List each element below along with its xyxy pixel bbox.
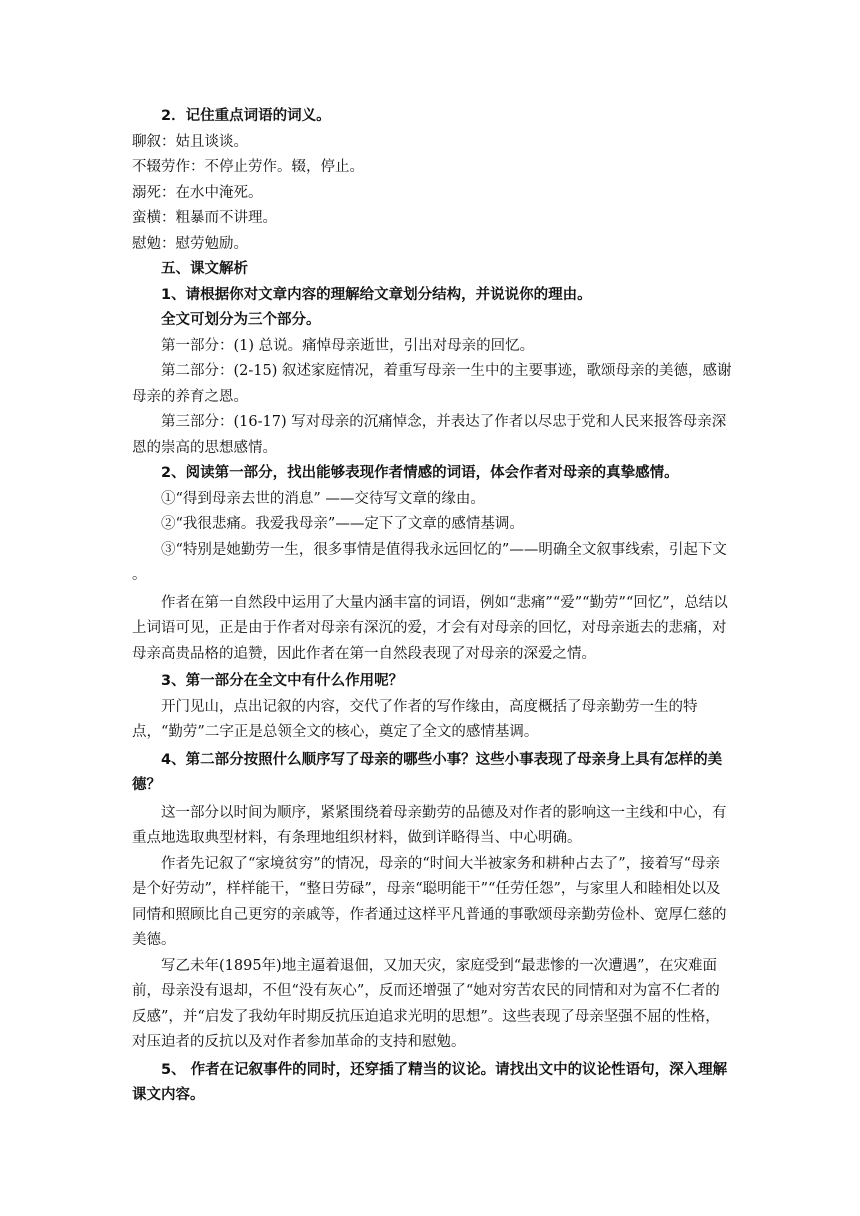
list-item: ②“我很悲痛。我爱我母亲”——定下了文章的感情基调。 [161,516,524,532]
paragraph: 这一部分以时间为顺序，紧紧围绕着母亲勤劳的品德及对作者的影响这一主线和中心，有重点地选取典型材料，有条理地组织材料，做到详略得当、中心明确。 [132,804,727,846]
paragraph: 第二部分：(2-15) 叙述家庭情况，着重写母亲一生中的主要事迹，歌颂母亲的美德，感谢母亲的养育之恩。 [132,363,732,405]
list-item: ③“特别是她勤劳一生，很多事情是值得我永远回忆的”——明确全文叙事线索，引起下文 。 [132,541,727,583]
paragraph: 作者先记叙了“家境贫穷”的情况，母亲的“时间大半被家务和耕种占去了”，接着写“母亲是个好劳动”，样样能干，“整日劳碌”，母亲“聪明能干”“任劳任怨”，与家里人和睦相处以及同情和照顾比自己更穷的亲戚等，作者通过这样平凡普通的事歌颂母亲勤劳俭朴、宽厚仁慈的美德。 [132,855,727,948]
vocab-item: 慰勉：慰劳勉励。 [132,235,248,252]
vocab-item: 不辍劳作：不停止劳作。辍，停止。 [132,159,364,175]
section-heading-vocabulary: 2．记住重点词语的词义。 [161,108,331,124]
answer-summary: 全文可划分为三个部分。 [161,312,321,328]
paragraph: 第一部分：(1) 总说。痛悼母亲逝世，引出对母亲的回忆。 [161,337,535,354]
question-2: 2、阅读第一部分，找出能够表现作者情感的词语，体会作者对母亲的真挚感情。 [161,465,679,481]
question-4: 4、第二部分按照什么顺序写了母亲的哪些小事？这些小事表现了母亲身上具有怎样的美德？ [132,751,723,793]
list-item: ①“得到母亲去世的消息” ——交待写文章的缘由。 [161,490,485,507]
vocab-item: 溺死：在水中淹死。 [132,184,263,201]
paragraph: 写乙未年(1895年)地主逼着退佃，又加天灾，家庭受到“最悲惨的一次遭遇”，在灾难面前，母亲没有退却，不但“没有灰心”，反而还增强了“她对穷苦农民的同情和对为富不仁者的反感”，并“启发了我幼年时期反抗压迫追求光明的思想”。这些表现了母亲坚强不屈的性格，对压迫者的反抗以及对作者参加革命的支持和慰勉。 [132,957,720,1050]
question-1: 1、请根据你对文章内容的理解给文章划分结构，并说说你的理由。 [161,286,592,303]
paragraph: 作者在第一自然段中运用了大量内涵丰富的词语，例如“悲痛”“爱”“勤劳”“回忆”，总结以上词语可见，正是由于作者对母亲有深沉的爱，才会有对母亲的回忆，对母亲逝去的悲痛，对母亲高贵品格的追赞，因此作者在第一自然段表现了对母亲的深爱之情。 [132,594,728,662]
document-body [132,104,732,1109]
vocab-item: 蛮横：粗暴而不讲理。 [132,210,277,226]
question-3: 3、第一部分在全文中有什么作用呢？ [161,673,404,689]
paragraph: 第三部分：(16-17) 写对母亲的沉痛悼念，并表达了作者以尽忠于党和人民来报答母亲深恩的崇高的思想感情。 [132,414,727,456]
section-heading-analysis: 五、课文解析 [161,261,248,277]
question-5: 5、 作者在记叙事件的同时，还穿插了精当的议论。请找出文中的议论性语句，深入理解课文内容。 [132,1061,728,1103]
paragraph: 开门见山，点出记叙的内容，交代了作者的写作缘由，高度概括了母亲勤劳一生的特点，“勤劳”二字正是总领全文的核心，奠定了全文的感情基调。 [132,698,698,740]
vocab-item: 聊叙：姑且谈谈。 [132,133,248,150]
